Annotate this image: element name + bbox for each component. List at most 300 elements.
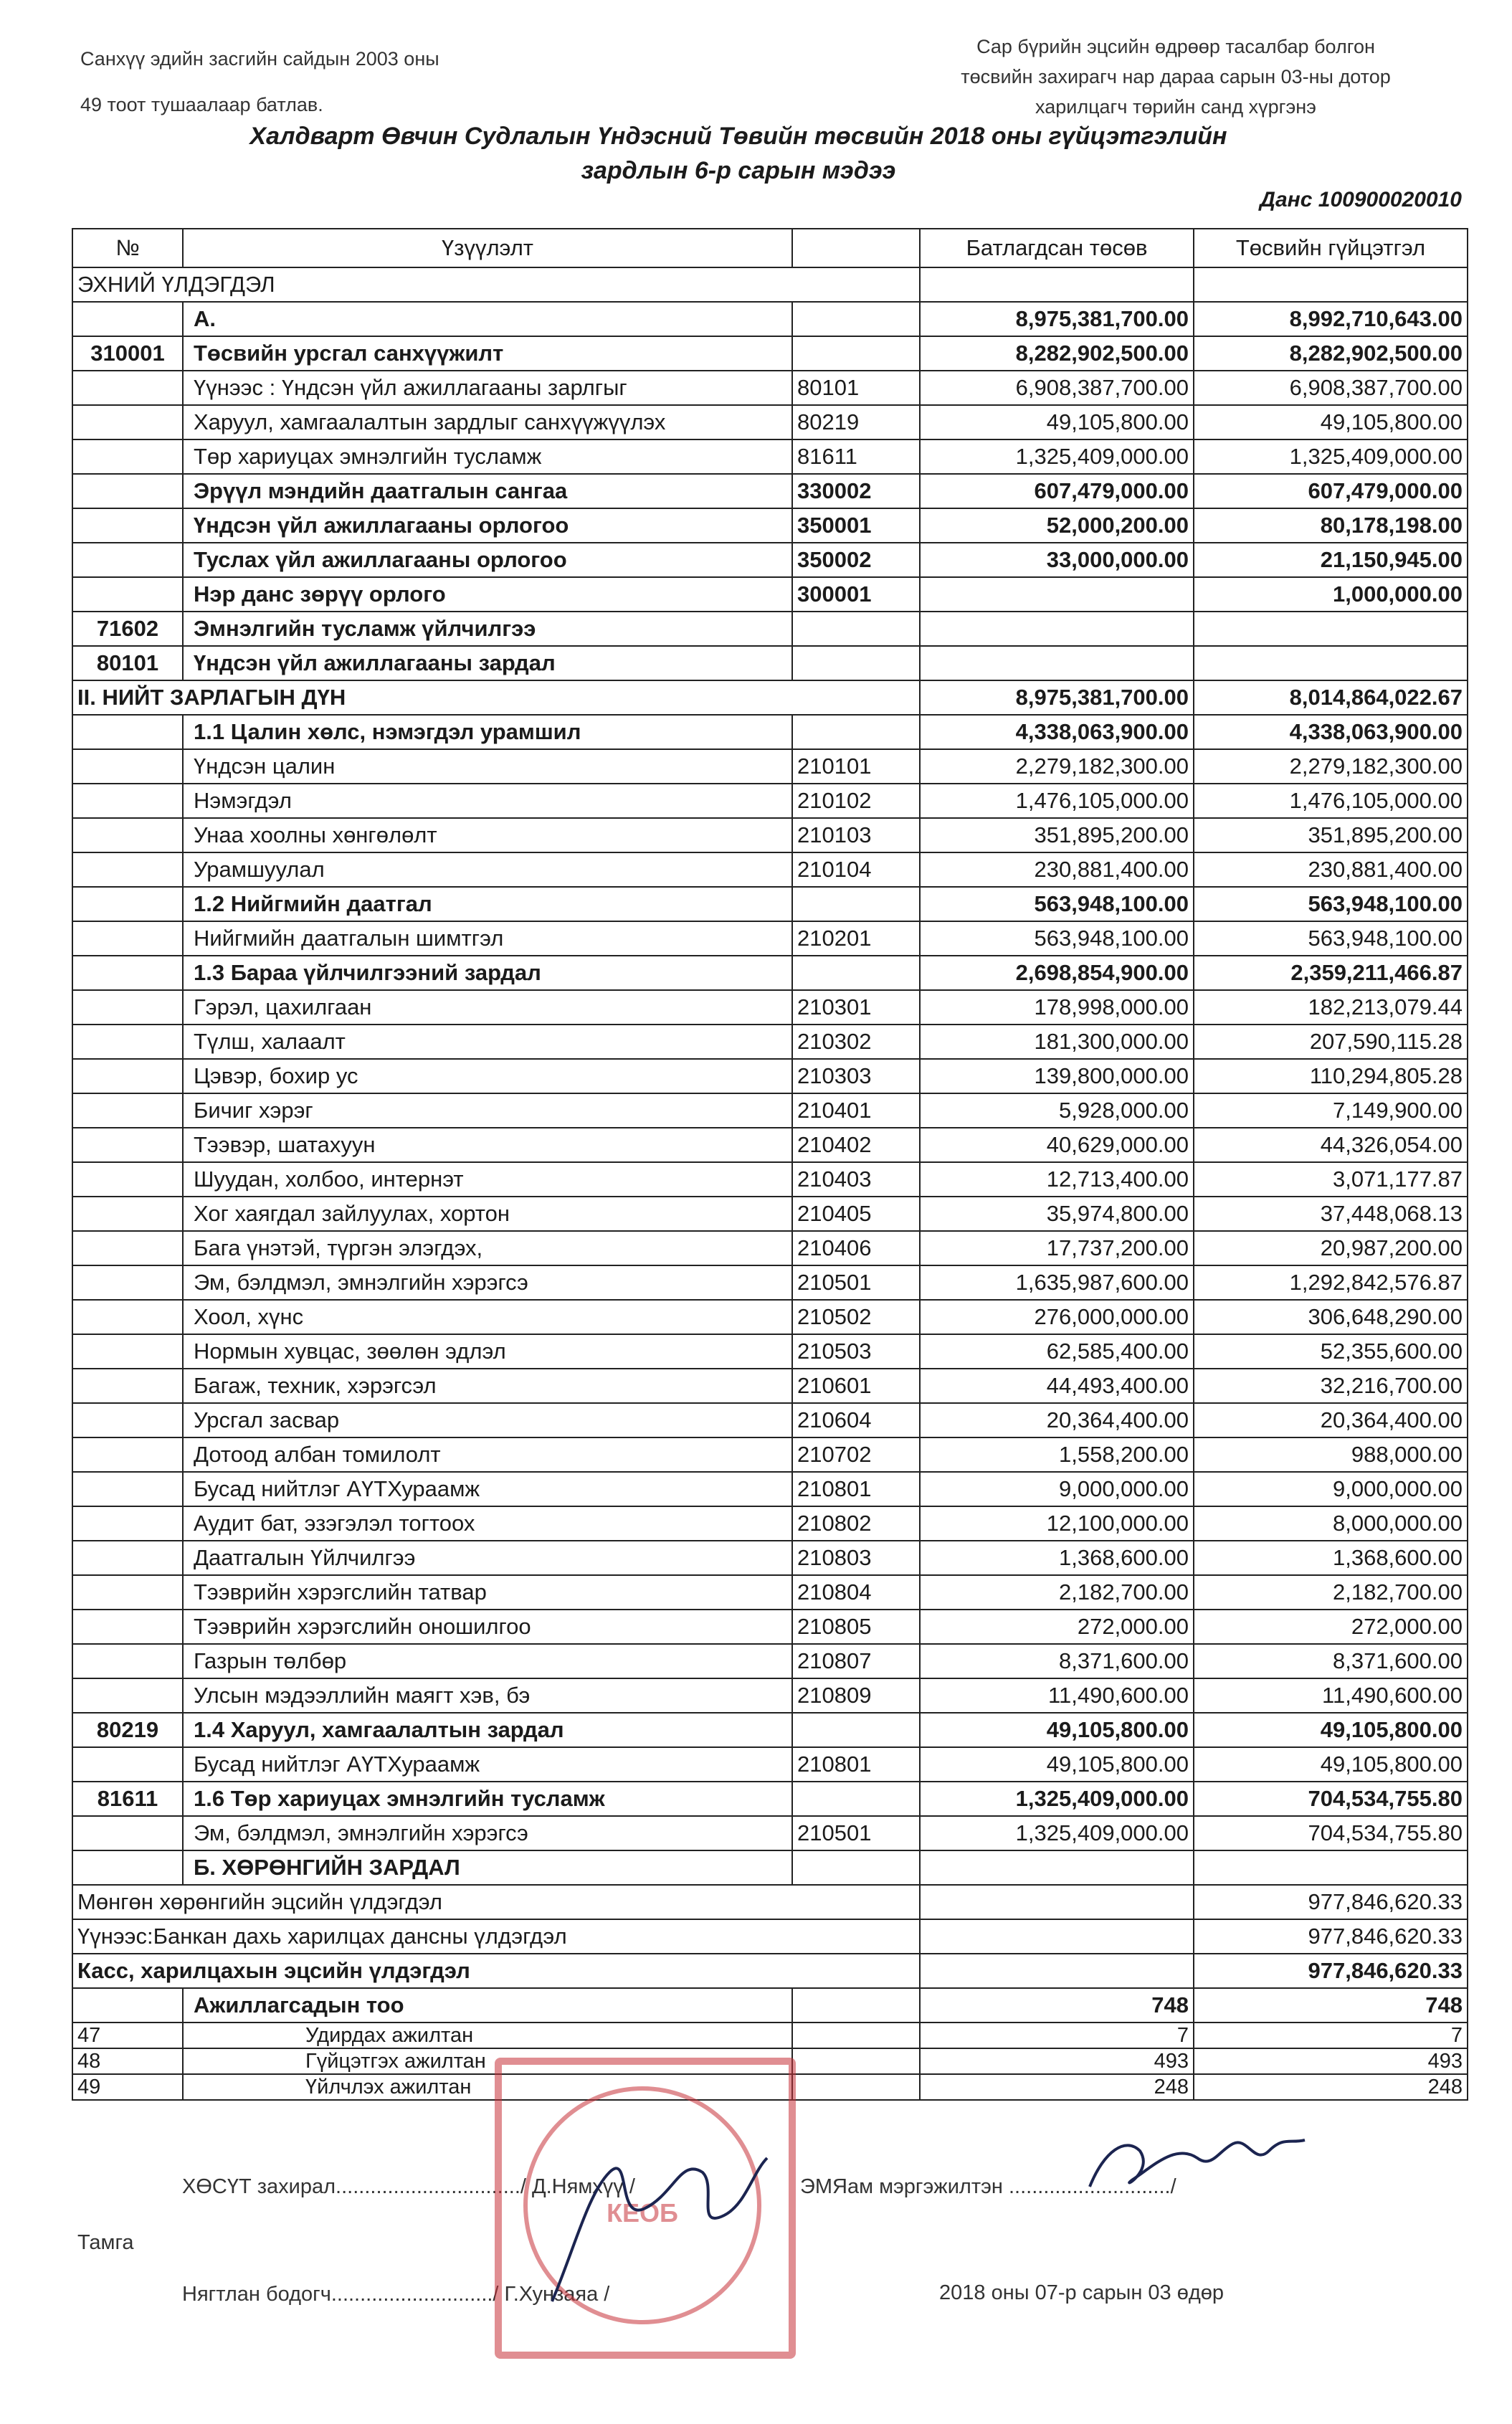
approved-value: 8,975,381,700.00 [920, 302, 1194, 336]
approved-value [920, 646, 1194, 680]
row-label: Үндсэн үйл ажиллагааны зардал [183, 646, 792, 680]
economist-signature-line: ЭМЯам мэргэжилтэн ............................/ [800, 2175, 1176, 2198]
table-row [72, 1403, 1468, 1437]
col-header-actual: Төсвийн гүйцэтгэл [1194, 229, 1468, 267]
actual-value: 49,105,800.00 [1194, 1713, 1468, 1747]
table-row [72, 1575, 1468, 1610]
row-number [72, 921, 183, 956]
row-number [72, 1231, 183, 1265]
approved-value: 563,948,100.00 [920, 921, 1194, 956]
table-row [72, 1713, 1468, 1747]
approved-value: 607,479,000.00 [920, 474, 1194, 508]
table-row [72, 646, 1468, 680]
row-label: II. НИЙТ ЗАРЛАГЫН ДҮН [72, 680, 920, 715]
approved-value: 2,279,182,300.00 [920, 749, 1194, 784]
table-row [72, 1885, 1468, 1919]
actual-value: 49,105,800.00 [1194, 1747, 1468, 1782]
row-number [72, 1369, 183, 1403]
row-code: 210405 [792, 1197, 920, 1231]
actual-value: 207,590,115.28 [1194, 1025, 1468, 1059]
approved-value: 178,998,000.00 [920, 990, 1194, 1025]
actual-value: 1,000,000.00 [1194, 577, 1468, 612]
staff-approved: 493 [920, 2048, 1194, 2074]
row-label: Үндсэн үйл ажиллагааны орлогоо [183, 508, 792, 543]
actual-value: 704,534,755.80 [1194, 1782, 1468, 1816]
row-label: Нормын хувцас, зөөлөн эдлэл [183, 1334, 792, 1369]
approved-value [920, 1954, 1194, 1988]
row-number [72, 1162, 183, 1197]
actual-value: 977,846,620.33 [1194, 1885, 1468, 1919]
row-number [72, 1506, 183, 1541]
row-code: 210809 [792, 1678, 920, 1713]
actual-value: 351,895,200.00 [1194, 818, 1468, 852]
table-row [72, 1472, 1468, 1506]
row-code: 210702 [792, 1437, 920, 1472]
approved-value: 230,881,400.00 [920, 852, 1194, 887]
row-number: 310001 [72, 336, 183, 371]
row-label: Туслах үйл ажиллагааны орлогоо [183, 543, 792, 577]
row-code [792, 302, 920, 336]
table-row [72, 1437, 1468, 1472]
actual-value: 80,178,198.00 [1194, 508, 1468, 543]
actual-value: 2,359,211,466.87 [1194, 956, 1468, 990]
row-number [72, 1025, 183, 1059]
row-label: Урамшуулал [183, 852, 792, 887]
row-label: Нийгмийн даатгалын шимтгэл [183, 921, 792, 956]
row-label: Төр хариуцах эмнэлгийн тусламж [183, 439, 792, 474]
row-label: Аудит бат, эзэгэлэл тогтоох [183, 1506, 792, 1541]
staff-actual: 248 [1194, 2074, 1468, 2100]
staff-approved: 248 [920, 2074, 1194, 2100]
approved-value: 49,105,800.00 [920, 1747, 1194, 1782]
table-header-row [72, 229, 1468, 267]
approved-value: 12,713,400.00 [920, 1162, 1194, 1197]
actual-value: 21,150,945.00 [1194, 543, 1468, 577]
table-row [72, 990, 1468, 1025]
approved-value: 1,325,409,000.00 [920, 1782, 1194, 1816]
approved-value: 2,698,854,900.00 [920, 956, 1194, 990]
submission-note [889, 32, 1463, 122]
row-number [72, 371, 183, 405]
title-line-1: Халдварт Өвчин Судлалын Үндэсний Төвийн төсвийн 2018 оны гүйцэтгэлийн [249, 123, 1227, 150]
staff-category: Удирдах ажилтан [183, 2023, 792, 2048]
row-number [72, 1403, 183, 1437]
row-number [72, 749, 183, 784]
row-number [72, 1610, 183, 1644]
table-row [72, 1265, 1468, 1300]
row-code: 210101 [792, 749, 920, 784]
row-label: Хоол, хүнс [183, 1300, 792, 1334]
row-number [72, 1541, 183, 1575]
approved-value: 748 [920, 1988, 1194, 2023]
approved-value: 33,000,000.00 [920, 543, 1194, 577]
table-row [72, 1059, 1468, 1093]
row-code: 300001 [792, 577, 920, 612]
row-number [72, 543, 183, 577]
row-number [72, 784, 183, 818]
approved-value: 351,895,200.00 [920, 818, 1194, 852]
row-code [792, 1850, 920, 1885]
table-row [72, 1644, 1468, 1678]
approved-value: 139,800,000.00 [920, 1059, 1194, 1093]
row-label: Касс, харилцахын эцсийн үлдэгдэл [72, 1954, 920, 1988]
row-label: Унаа хоолны хөнгөлөлт [183, 818, 792, 852]
row-code: 210503 [792, 1334, 920, 1369]
actual-value [1194, 1850, 1468, 1885]
row-label: Тээвэр, шатахуун [183, 1128, 792, 1162]
row-code: 210801 [792, 1747, 920, 1782]
actual-value: 1,325,409,000.00 [1194, 439, 1468, 474]
row-number [72, 1644, 183, 1678]
approved-value: 8,371,600.00 [920, 1644, 1194, 1678]
table-row [72, 508, 1468, 543]
row-code: 350002 [792, 543, 920, 577]
row-label: 1.3 Бараа үйлчилгээний зардал [183, 956, 792, 990]
row-code: 210103 [792, 818, 920, 852]
row-label: Эм, бэлдмэл, эмнэлгийн хэрэгсэ [183, 1816, 792, 1850]
actual-value: 11,490,600.00 [1194, 1678, 1468, 1713]
economist-signature-icon [1075, 2122, 1319, 2201]
row-label: А. [183, 302, 792, 336]
row-number [72, 990, 183, 1025]
row-label: Төсвийн урсгал санхүүжилт [183, 336, 792, 371]
row-code: 210104 [792, 852, 920, 887]
director-signature-icon [531, 2108, 789, 2323]
row-label: Б. ХӨРӨНГИЙН ЗАРДАЛ [183, 1850, 792, 1885]
row-label: Эмнэлгийн тусламж үйлчилгээ [183, 612, 792, 646]
table-row [72, 1162, 1468, 1197]
row-number: 80101 [72, 646, 183, 680]
actual-value: 37,448,068.13 [1194, 1197, 1468, 1231]
row-label: Гэрэл, цахилгаан [183, 990, 792, 1025]
staff-approved: 7 [920, 2023, 1194, 2048]
staff-category: Үйлчлэх ажилтан [183, 2074, 792, 2100]
row-number [72, 302, 183, 336]
approved-value: 20,364,400.00 [920, 1403, 1194, 1437]
row-code [792, 336, 920, 371]
row-label: Бусад нийтлэг АҮТХураамж [183, 1472, 792, 1506]
table-row [72, 1816, 1468, 1850]
row-code: 210502 [792, 1300, 920, 1334]
row-code: 210604 [792, 1403, 920, 1437]
table-row [72, 1541, 1468, 1575]
approved-value: 1,325,409,000.00 [920, 1816, 1194, 1850]
row-number [72, 715, 183, 749]
row-label: ЭХНИЙ ҮЛДЭГДЭЛ [72, 267, 920, 302]
actual-value: 52,355,600.00 [1194, 1334, 1468, 1369]
actual-value: 8,000,000.00 [1194, 1506, 1468, 1541]
approved-value: 276,000,000.00 [920, 1300, 1194, 1334]
approved-value: 17,737,200.00 [920, 1231, 1194, 1265]
row-number [72, 1816, 183, 1850]
approved-value: 49,105,800.00 [920, 405, 1194, 439]
staff-number: 49 [72, 2074, 183, 2100]
table-row [72, 1747, 1468, 1782]
approved-value: 1,476,105,000.00 [920, 784, 1194, 818]
row-code: 80219 [792, 405, 920, 439]
actual-value: 1,368,600.00 [1194, 1541, 1468, 1575]
row-code: 80101 [792, 371, 920, 405]
row-code: 210501 [792, 1816, 920, 1850]
row-code: 210807 [792, 1644, 920, 1678]
row-label: Дотоод албан томилолт [183, 1437, 792, 1472]
title-line-2: зардлын 6-р сарын мэдээ [581, 157, 896, 184]
row-code: 210201 [792, 921, 920, 956]
row-label: Түлш, халаалт [183, 1025, 792, 1059]
row-code [792, 1988, 920, 2023]
row-label: Тээврийн хэрэгслийн татвар [183, 1575, 792, 1610]
row-label: 1.2 Нийгмийн даатгал [183, 887, 792, 921]
row-code: 210804 [792, 1575, 920, 1610]
row-code [792, 956, 920, 990]
approved-value [920, 612, 1194, 646]
col-header-code [792, 229, 920, 267]
row-code: 210601 [792, 1369, 920, 1403]
actual-value: 2,182,700.00 [1194, 1575, 1468, 1610]
row-code: 210802 [792, 1506, 920, 1541]
table-row [72, 921, 1468, 956]
table-row [72, 577, 1468, 612]
note-line-3: харилцагч төрийн санд хүргэнэ [1035, 96, 1316, 118]
row-code: 210401 [792, 1093, 920, 1128]
col-header-no: № [72, 229, 183, 267]
approved-value: 4,338,063,900.00 [920, 715, 1194, 749]
row-code [792, 1713, 920, 1747]
row-code: 210803 [792, 1541, 920, 1575]
staff-code [792, 2074, 920, 2100]
table-row [72, 1300, 1468, 1334]
row-label: Нэмэгдэл [183, 784, 792, 818]
actual-value [1194, 646, 1468, 680]
actual-value: 230,881,400.00 [1194, 852, 1468, 887]
row-label: Урсгал засвар [183, 1403, 792, 1437]
actual-value [1194, 267, 1468, 302]
approved-value: 49,105,800.00 [920, 1713, 1194, 1747]
row-number [72, 474, 183, 508]
table-row [72, 1919, 1468, 1954]
report-title [129, 119, 1348, 188]
actual-value: 8,371,600.00 [1194, 1644, 1468, 1678]
row-number [72, 1300, 183, 1334]
row-number [72, 956, 183, 990]
approved-value: 9,000,000.00 [920, 1472, 1194, 1506]
row-code: 210102 [792, 784, 920, 818]
table-row [72, 887, 1468, 921]
row-number [72, 1678, 183, 1713]
row-code: 210406 [792, 1231, 920, 1265]
table-row [72, 715, 1468, 749]
col-header-indicator: Үзүүлэлт [183, 229, 792, 267]
row-code: 210303 [792, 1059, 920, 1093]
approved-value: 8,282,902,500.00 [920, 336, 1194, 371]
actual-value: 4,338,063,900.00 [1194, 715, 1468, 749]
row-label: Улсын мэдээллийн маягт хэв, бэ [183, 1678, 792, 1713]
approved-value: 6,908,387,700.00 [920, 371, 1194, 405]
row-code: 210403 [792, 1162, 920, 1197]
table-row [72, 1782, 1468, 1816]
actual-value: 6,908,387,700.00 [1194, 371, 1468, 405]
table-row [72, 680, 1468, 715]
table-row [72, 1610, 1468, 1644]
row-number [72, 1197, 183, 1231]
row-number [72, 1128, 183, 1162]
row-label: Эрүүл мэндийн даатгалын сангаа [183, 474, 792, 508]
approved-value: 272,000.00 [920, 1610, 1194, 1644]
staff-number: 47 [72, 2023, 183, 2048]
actual-value: 20,364,400.00 [1194, 1403, 1468, 1437]
approved-value: 1,368,600.00 [920, 1541, 1194, 1575]
row-code [792, 1782, 920, 1816]
note-line-1: Сар бүрийн эцсийн өдрөөр тасалбар болгон [976, 36, 1375, 57]
actual-value: 8,014,864,022.67 [1194, 680, 1468, 715]
row-label: Хог хаягдал зайлуулах, хортон [183, 1197, 792, 1231]
row-number [72, 1850, 183, 1885]
actual-value: 306,648,290.00 [1194, 1300, 1468, 1334]
row-number [72, 1747, 183, 1782]
row-label: Үүнээс:Банкан дахь харилцах дансны үлдэгдэл [72, 1919, 920, 1954]
row-label: 1.4 Харуул, хамгаалалтын зардал [183, 1713, 792, 1747]
row-label: Даатгалын Үйлчилгээ [183, 1541, 792, 1575]
approved-value [920, 1850, 1194, 1885]
approved-value: 5,928,000.00 [920, 1093, 1194, 1128]
actual-value: 2,279,182,300.00 [1194, 749, 1468, 784]
table-row [72, 439, 1468, 474]
row-label: Бусад нийтлэг АҮТХураамж [183, 1747, 792, 1782]
approved-value [920, 1885, 1194, 1919]
row-number [72, 405, 183, 439]
actual-value: 988,000.00 [1194, 1437, 1468, 1472]
row-number [72, 1472, 183, 1506]
row-number: 71602 [72, 612, 183, 646]
actual-value: 49,105,800.00 [1194, 405, 1468, 439]
row-label: 1.1 Цалин хөлс, нэмэгдэл урамшил [183, 715, 792, 749]
staff-code [792, 2023, 920, 2048]
table-row [72, 1678, 1468, 1713]
director-signature-line: ХӨСҮТ захирал................................/ Д.Нямхүү / [182, 2175, 635, 2198]
staff-row [72, 2023, 1468, 2048]
report-date: 2018 оны 07-р сарын 03 өдөр [939, 2281, 1225, 2304]
actual-value: 182,213,079.44 [1194, 990, 1468, 1025]
actual-value: 3,071,177.87 [1194, 1162, 1468, 1197]
row-number [72, 439, 183, 474]
actual-value: 8,282,902,500.00 [1194, 336, 1468, 371]
actual-value: 272,000.00 [1194, 1610, 1468, 1644]
row-number [72, 852, 183, 887]
table-row [72, 1231, 1468, 1265]
staff-actual: 493 [1194, 2048, 1468, 2074]
row-label: Багаж, техник, хэрэгсэл [183, 1369, 792, 1403]
row-number [72, 1059, 183, 1093]
row-code: 210402 [792, 1128, 920, 1162]
row-code: 330002 [792, 474, 920, 508]
approved-value [920, 267, 1194, 302]
row-label: Эм, бэлдмэл, эмнэлгийн хэрэгсэ [183, 1265, 792, 1300]
row-number [72, 818, 183, 852]
table-row [72, 474, 1468, 508]
table-row [72, 1506, 1468, 1541]
approved-value: 1,558,200.00 [920, 1437, 1194, 1472]
actual-value: 9,000,000.00 [1194, 1472, 1468, 1506]
col-header-approved: Батлагдсан төсөв [920, 229, 1194, 267]
row-code [792, 715, 920, 749]
approved-value: 11,490,600.00 [920, 1678, 1194, 1713]
row-label: Харуул, хамгаалалтын зардлыг санхүүжүүлэх [183, 405, 792, 439]
actual-value: 977,846,620.33 [1194, 1919, 1468, 1954]
row-label: Ажиллагсадын тоо [183, 1988, 792, 2023]
approved-value: 1,325,409,000.00 [920, 439, 1194, 474]
row-label: Цэвэр, бохир ус [183, 1059, 792, 1093]
actual-value: 8,992,710,643.00 [1194, 302, 1468, 336]
row-code [792, 887, 920, 921]
table-row [72, 267, 1468, 302]
row-number [72, 577, 183, 612]
actual-value: 563,948,100.00 [1194, 887, 1468, 921]
table-row [72, 1128, 1468, 1162]
approved-value [920, 577, 1194, 612]
approved-value: 62,585,400.00 [920, 1334, 1194, 1369]
row-code: 210801 [792, 1472, 920, 1506]
table-row [72, 1025, 1468, 1059]
actual-value: 44,326,054.00 [1194, 1128, 1468, 1162]
table-row [72, 1197, 1468, 1231]
table-row [72, 612, 1468, 646]
row-number: 81611 [72, 1782, 183, 1816]
table-row [72, 852, 1468, 887]
row-number [72, 1265, 183, 1300]
table-row [72, 1954, 1468, 1988]
approved-value: 563,948,100.00 [920, 887, 1194, 921]
row-number [72, 1334, 183, 1369]
actual-value: 977,846,620.33 [1194, 1954, 1468, 1988]
table-row [72, 405, 1468, 439]
actual-value [1194, 612, 1468, 646]
approved-value: 181,300,000.00 [920, 1025, 1194, 1059]
order-line-2: 49 тоот тушаалаар батлав. [80, 94, 323, 115]
row-number [72, 508, 183, 543]
row-number [72, 1437, 183, 1472]
row-code: 210805 [792, 1610, 920, 1644]
approved-value: 8,975,381,700.00 [920, 680, 1194, 715]
actual-value: 32,216,700.00 [1194, 1369, 1468, 1403]
row-code: 210301 [792, 990, 920, 1025]
table-row [72, 302, 1468, 336]
table-row [72, 1369, 1468, 1403]
order-reference [80, 36, 439, 128]
table-row [72, 1988, 1468, 2023]
actual-value: 607,479,000.00 [1194, 474, 1468, 508]
accountant-signature-line: Нягтлан бодогч............................/ Г.Хунзаяа / [182, 2283, 610, 2306]
row-label: 1.6 Төр хариуцах эмнэлгийн тусламж [183, 1782, 792, 1816]
table-row [72, 543, 1468, 577]
staff-actual: 7 [1194, 2023, 1468, 2048]
order-line-1: Санхүү эдийн засгийн сайдын 2003 оны [80, 48, 439, 70]
row-code: 350001 [792, 508, 920, 543]
actual-value: 563,948,100.00 [1194, 921, 1468, 956]
actual-value: 7,149,900.00 [1194, 1093, 1468, 1128]
staff-category: Гүйцэтгэх ажилтан [183, 2048, 792, 2074]
row-number: 80219 [72, 1713, 183, 1747]
row-code [792, 612, 920, 646]
actual-value: 704,534,755.80 [1194, 1816, 1468, 1850]
row-number [72, 1093, 183, 1128]
approved-value: 2,182,700.00 [920, 1575, 1194, 1610]
actual-value: 748 [1194, 1988, 1468, 2023]
row-number [72, 1575, 183, 1610]
actual-value: 1,476,105,000.00 [1194, 784, 1468, 818]
table-row [72, 1850, 1468, 1885]
row-label: Бичиг хэрэг [183, 1093, 792, 1128]
staff-code [792, 2048, 920, 2074]
